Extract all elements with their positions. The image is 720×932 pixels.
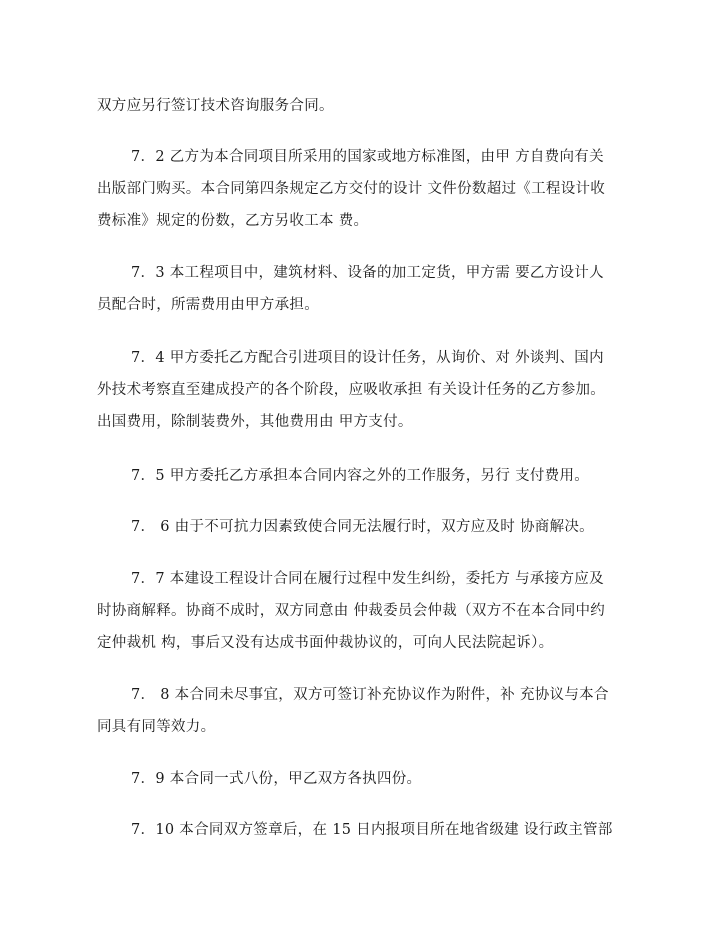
clause-7-8-line-1: 7． 8 本合同未尽事宜，双方可签订补充协议作为附件，补 充协议与本合 <box>131 687 609 703</box>
clause-7-9-line-1: 7．9 本合同一式八份，甲乙双方各执四份。 <box>131 771 422 787</box>
clause-7-2-line-3: 费标准》规定的份数，乙方另收工本 费。 <box>97 213 369 229</box>
clause-7-7-line-2: 时协商解释。协商不成时，双方同意由 仲裁委员会仲裁（双方不在本合同中约 <box>97 603 606 619</box>
clause-7-4-line-1: 7．4 甲方委托乙方配合引进项目的设计任务，从询价、对 外谈判、国内 <box>131 350 604 366</box>
clause-7-7-line-3: 定仲裁机 构，事后又没有达成书面仲裁协议的，可向人民法院起诉）。 <box>97 635 554 651</box>
clause-7-2-line-2: 出版部门购买。本合同第四条规定乙方交付的设计 文件份数超过《工程设计收 <box>97 181 606 197</box>
clause-7-3-line-1: 7．3 本工程项目中，建筑材料、设备的加工定货，甲方需 要乙方设计人 <box>131 265 604 281</box>
clause-7-3-line-2: 员配合时，所需费用由甲方承担。 <box>97 297 319 313</box>
clause-7-10-line-1: 7．10 本合同双方签章后，在 15 日内报项目所在地省级建 设行政主管部 <box>131 822 613 838</box>
clause-7-7-line-1: 7．7 本建设工程设计合同在履行过程中发生纠纷，委托方 与承接方应及 <box>131 571 604 587</box>
clause-7-6-line-1: 7． 6 由于不可抗力因素致使合同无法履行时，双方应及时 协商解决。 <box>131 519 594 535</box>
clause-7-2-line-1: 7．2 乙方为本合同项目所采用的国家或地方标准图，由甲 方自费向有关 <box>131 149 604 165</box>
text-line-1: 双方应另行签订技术咨询服务合同。 <box>97 98 334 114</box>
clause-7-5-line-1: 7．5 甲方委托乙方承担本合同内容之外的工作服务，另行 支付费用。 <box>131 468 590 484</box>
clause-7-4-line-3: 出国费用，除制装费外，其他费用由 甲方支付。 <box>97 414 413 430</box>
clause-7-4-line-2: 外技术考察直至建成投产的各个阶段，应吸收承担 有关设计任务的乙方参加。 <box>97 382 606 398</box>
clause-7-8-line-2: 同具有同等效力。 <box>97 719 216 735</box>
